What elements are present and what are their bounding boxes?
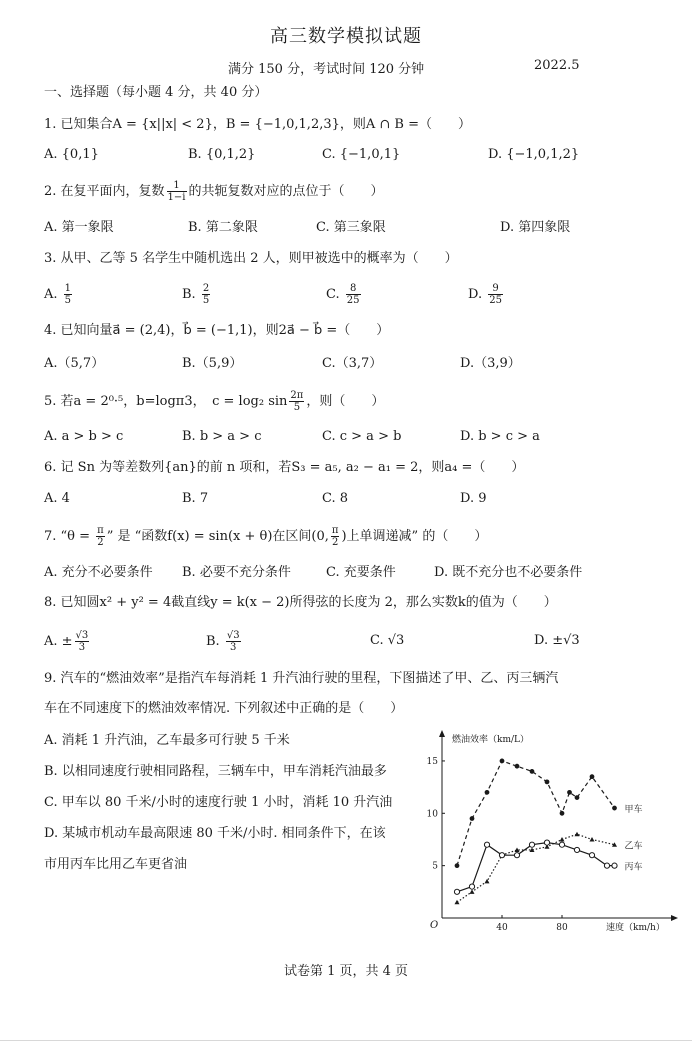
question-8-option-a-label: A. ±	[44, 634, 73, 649]
question-6-option-c: C. 8	[322, 491, 349, 506]
y-tick-label-10: 10	[426, 809, 438, 820]
question-8-option-a-num: √3	[75, 630, 89, 641]
question-7-stem-mid: ” 是 “函数f(x) = sin(x + θ)在区间(0,	[106, 529, 329, 544]
exam-title: 高三数学模拟试题	[270, 26, 422, 47]
series-0-point-0	[455, 864, 459, 868]
question-7-fraction-2	[331, 525, 340, 548]
question-5-stem	[44, 390, 384, 413]
series-0-point-8	[568, 790, 572, 794]
question-8-option-b-fraction	[226, 630, 241, 653]
question-4-option-b: B.（5,9）	[182, 356, 243, 371]
chart-origin-label: O	[430, 920, 439, 931]
question-2-option-b: B. 第二象限	[188, 220, 258, 235]
section-heading: 一、选择题（每小题 4 分，共 40 分）	[44, 85, 268, 100]
x-tick-label-80: 80	[556, 923, 568, 933]
y-tick-label-15: 15	[426, 756, 438, 767]
question-3-option-b	[182, 283, 212, 306]
question-6-option-a: A. 4	[44, 491, 70, 506]
question-2-fraction-num: 1	[167, 180, 187, 192]
question-2-stem-post: 的共轭复数对应的点位于（ ）	[188, 184, 384, 199]
question-7-stem	[44, 525, 487, 548]
question-8-option-c: C. √3	[370, 633, 405, 648]
question-8-option-a-den: 3	[78, 642, 86, 653]
question-2-fraction-den: 1−i	[167, 192, 186, 203]
question-7-fraction-2-num: π	[331, 525, 339, 536]
question-8-option-b-label: B.	[206, 634, 220, 649]
question-5-fraction-den: 5	[293, 402, 301, 413]
question-9-option-d-continued: 市用丙车比用乙车更省油	[44, 857, 188, 872]
series-2-point-6	[544, 840, 549, 845]
question-3-option-d-label: D.	[468, 287, 483, 302]
question-2-fraction	[167, 180, 187, 203]
question-6-option-b: B. 7	[182, 491, 209, 506]
question-8-option-a	[44, 630, 91, 653]
series-label-0: 甲车	[624, 805, 643, 816]
y-axis-arrow	[439, 730, 445, 737]
series-1-point-9	[590, 837, 595, 842]
question-4-option-d: D.（3,9）	[460, 356, 521, 371]
series-1-point-2	[485, 879, 490, 884]
question-9-stem-line-2: 车在不同速度下的燃油效率情况. 下列叙述中正确的是（ ）	[44, 701, 404, 716]
question-5-option-d: D. b > c > a	[460, 429, 540, 444]
question-3-option-c	[326, 283, 363, 306]
exam-info: 满分 150 分，考试时间 120 分钟	[228, 62, 425, 77]
question-2-option-c: C. 第三象限	[316, 220, 386, 235]
page-bottom-divider	[0, 1040, 692, 1041]
chart-y-axis-label: 燃油效率（km/L）	[452, 735, 529, 745]
series-2-point-7	[559, 842, 564, 847]
series-1-point-1	[470, 889, 475, 894]
page-footer: 试卷第 1 页，共 4 页	[283, 964, 409, 979]
question-5-option-a: A. a > b > c	[44, 429, 124, 444]
question-5-stem-post: ，则（ ）	[306, 394, 385, 409]
question-3-option-a-fraction	[64, 283, 72, 306]
question-9-option-c: C. 甲车以 80 千米/小时的速度行驶 1 小时，消耗 10 升汽油	[44, 795, 393, 810]
question-1-option-a: A. {0,1}	[44, 147, 99, 162]
question-3-option-a-label: A.	[44, 287, 58, 302]
x-axis-arrow	[671, 915, 678, 921]
series-0-point-11	[613, 806, 617, 810]
question-4-stem: 4. 已知向量a⃗ = (2,4)，b⃗ = (−1,1)，则2a⃗ − b⃗ =（ ）	[44, 323, 390, 338]
question-7-fraction-1-num: π	[97, 525, 104, 536]
series-2-point-8	[574, 847, 579, 852]
question-3-option-c-label: C.	[326, 287, 340, 302]
series-label-1: 乙车	[624, 841, 643, 852]
question-3-option-b-num: 2	[202, 283, 210, 294]
question-7-fraction-1	[96, 525, 105, 548]
question-3-option-d-num: 9	[488, 283, 503, 295]
question-7-option-d: D. 既不充分也不必要条件	[434, 565, 583, 580]
question-3-option-d-fraction	[488, 283, 503, 306]
question-7-stem-post: )上单调递减” 的（ ）	[341, 529, 488, 544]
question-1-stem: 1. 已知集合A = {x||x| < 2}，B = {−1,0,1,2,3}，则A ∩ B =（ ）	[44, 117, 472, 132]
question-3-option-b-label: B.	[182, 287, 196, 302]
question-3-option-a-den: 5	[64, 295, 72, 306]
question-5-fraction	[289, 390, 304, 413]
question-3-option-b-den: 5	[202, 295, 210, 306]
series-2-point-0	[454, 889, 459, 894]
series-line-2	[457, 843, 615, 892]
question-5-option-b: B. b > a > c	[182, 429, 262, 444]
question-4-option-a: A.（5,7）	[44, 356, 105, 371]
series-2-point-1	[469, 884, 474, 889]
question-3-option-d	[468, 283, 505, 306]
question-1-option-b: B. {0,1,2}	[188, 147, 256, 162]
question-5-fraction-num: 2π	[290, 390, 304, 401]
question-3-option-b-fraction	[202, 283, 210, 306]
question-3-option-c-den: 25	[346, 295, 360, 306]
question-2-stem-pre: 2. 在复平面内，复数	[44, 184, 165, 199]
question-7-option-c: C. 充要条件	[326, 565, 396, 580]
question-8-option-a-fraction	[75, 630, 90, 653]
question-7-fraction-1-den: 2	[97, 537, 104, 548]
x-tick-label-40: 40	[496, 923, 508, 933]
series-2-point-11	[612, 863, 617, 868]
chart-series	[454, 759, 642, 904]
question-2-stem	[44, 180, 384, 203]
series-2-point-9	[589, 853, 594, 858]
question-7-option-a: A. 充分不必要条件	[44, 565, 153, 580]
question-3-option-c-fraction	[346, 283, 361, 306]
question-3-option-a	[44, 283, 74, 306]
question-8-option-d: D. ±√3	[534, 633, 580, 648]
question-6-option-d: D. 9	[460, 491, 487, 506]
question-9-option-a: A. 消耗 1 升汽油，乙车最多可行驶 5 千米	[44, 733, 290, 748]
series-0-point-7	[560, 811, 564, 815]
question-5-stem-pre: 5. 若a = 2⁰·⁵，b=logπ3， c = log₂ sin	[44, 394, 288, 409]
question-6-stem: 6. 记 Sn 为等差数列{an}的前 n 项和，若S₃ = a₅, a₂ − a₁ = 2，则a₄ =（ ）	[44, 460, 525, 475]
series-2-point-3	[499, 853, 504, 858]
series-2-point-4	[514, 853, 519, 858]
chart-x-axis-label: 速度（km/h）	[606, 923, 665, 933]
question-3-option-d-den: 25	[489, 295, 502, 306]
question-9-option-b: B. 以相同速度行驶相同路程，三辆车中，甲车消耗汽油最多	[44, 764, 387, 779]
series-0-point-4	[515, 764, 519, 768]
question-8-stem: 8. 已知圆x² + y² = 4截直线y = k(x − 2)所得弦的长度为 2，那么实数k的值为（ ）	[44, 595, 557, 610]
series-2-point-2	[484, 842, 489, 847]
series-1-point-7	[560, 837, 565, 842]
question-7-option-b: B. 必要不充分条件	[182, 565, 291, 580]
chart-axes	[439, 730, 678, 921]
series-2-point-10	[604, 863, 609, 868]
series-2-point-5	[529, 842, 534, 847]
question-5-option-c: C. c > a > b	[322, 429, 402, 444]
question-2-option-a: A. 第一象限	[44, 220, 114, 235]
question-2-option-d: D. 第四象限	[500, 220, 571, 235]
series-0-point-9	[575, 796, 579, 800]
question-9-option-d: D. 某城市机动车最高限速 80 千米/小时. 相同条件下，在该	[44, 826, 386, 841]
series-0-point-1	[470, 817, 474, 821]
question-1-option-c: C. {−1,0,1}	[322, 147, 401, 162]
series-1-point-0	[455, 900, 460, 905]
series-0-point-6	[545, 780, 549, 784]
question-3-option-a-num: 1	[64, 283, 72, 294]
question-1-option-d: D. {−1,0,1,2}	[488, 147, 580, 162]
exam-date: 2022.5	[534, 58, 580, 73]
question-7-stem-pre: 7. “θ =	[44, 529, 95, 544]
question-8-option-b-den: 3	[230, 642, 237, 653]
question-8-option-b-num: √3	[226, 630, 240, 641]
question-8-option-b	[206, 630, 243, 653]
question-3-stem: 3. 从甲、乙等 5 名学生中随机选出 2 人，则甲被选中的概率为（ ）	[44, 251, 458, 266]
series-0-point-5	[530, 770, 534, 774]
y-tick-label-5: 5	[432, 861, 438, 872]
series-0-point-3	[500, 759, 504, 763]
series-1-point-8	[575, 832, 580, 837]
series-0-point-10	[590, 775, 594, 779]
question-7-fraction-2-den: 2	[331, 537, 339, 548]
fuel-efficiency-chart	[420, 726, 682, 944]
question-3-option-c-num: 8	[346, 283, 361, 295]
question-9-stem-line-1: 9. 汽车的“燃油效率”是指汽车每消耗 1 升汽油行驶的里程，下图描述了甲、乙、丙三辆汽	[44, 671, 559, 686]
series-0-point-2	[485, 790, 489, 794]
series-label-2: 丙车	[624, 862, 643, 873]
question-4-option-c: C.（3,7）	[322, 356, 383, 371]
